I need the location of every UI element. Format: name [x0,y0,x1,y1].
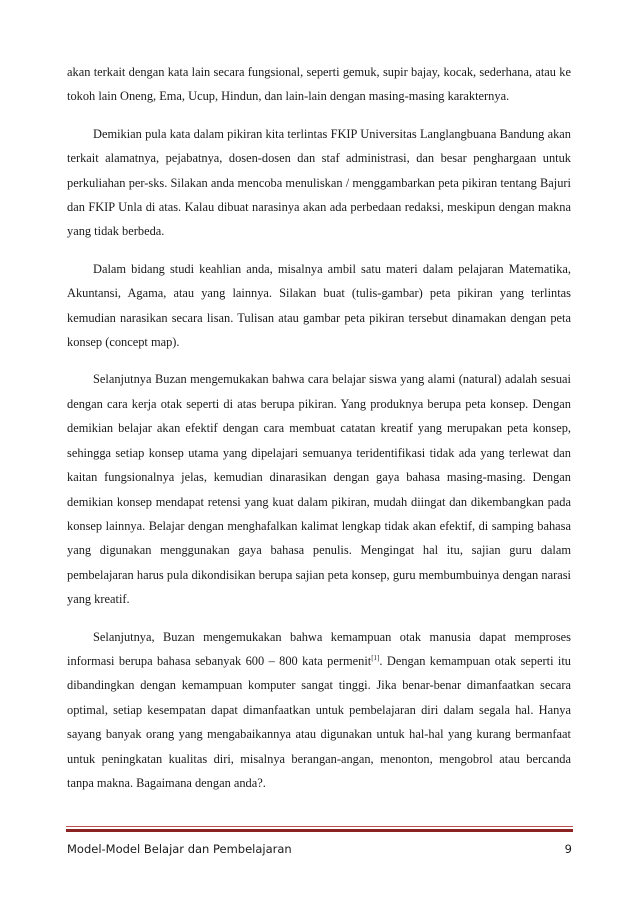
footer-divider-thin [66,826,573,827]
paragraph-buzan-learning: Selanjutnya Buzan mengemukakan bahwa cara belajar siswa yang alami (natural) adalah sesuai dengan cara kerja otak seperti di atas berupa pikiran. Yang produknya berupa peta konsep. Dengan demikian belajar akan efektif dengan cara membuat catatan kreatif yang merupakan peta konsep, sehingga setiap konsep utama yang dipelajari semuanya teridentifikasi tidak ada yang terlewat dan kaitan fungsionalnya jelas, kemudian dinarasikan dengan gaya bahasa masing-masing. Dengan demikian konsep mendapat retensi yang kuat dalam pikiran, mudah diingat dan dikembangkan pada konsep lainnya. Belajar dengan menghafalkan kalimat lengkap tidak akan efektif, di samping bahasa yang digunakan menggunakan gaya bahasa penulis. Mengingat hal itu, sajian guru dalam pembelajaran harus pula dikondisikan berupa sajian peta konsep, guru membumbuinya dengan narasi yang kreatif. [67,372,571,607]
page-footer [67,842,572,856]
paragraph-fkip: Demikian pula kata dalam pikiran kita terlintas FKIP Universitas Langlangbuana Bandung akan terkait alamatnya, pejabatnya, dosen-dosen dan staf administrasi, dan besar penghargaan untuk perkuliahan per-sks. Silakan anda mencoba menuliskan / menggambarkan peta pikiran tentang Bajuri dan FKIP Unla di atas. Kalau dibuat narasinya akan ada perbedaan redaksi, meskipun dengan makna yang tidak berbeda. [67,126,571,239]
paragraph-continuation: akan terkait dengan kata lain secara fungsional, seperti gemuk, supir bajay, kocak, sederhana, atau ke tokoh lain Oneng, Ema, Ucup, Hindun, dan lain-lain dengan masing-masing karakternya. [67,65,571,104]
paragraph-buzan-capacity [67,625,571,796]
paragraph-text-part: Selanjutnya, Buzan mengemukakan bahwa kemampuan otak manusia dapat memproses informasi berupa bahasa sebanyak 600 – 800 kata permenit [67,629,571,668]
paragraph-text-part: . Dengan kemampuan otak seperti itu dibandingkan dengan kemampuan komputer sangat tinggi. Jika benar-benar dimanfaatkan secara optimal, setiap kesempatan dapat dimanfaatkan untuk pembelajaran diri dalam segala hal. Hanya sayang banyak orang yang mengabaikannya atau digunakan untuk hal-hal yang kurang bermanfaat untuk peningkatan kualitas diri, misalnya berangan-angan, menonton, mengobrol atau bercanda tanpa makna. Bagaimana dengan anda?. [67,653,571,790]
footnote-reference[interactable]: [1] [371,653,380,662]
page-number: 9 [564,842,572,856]
footer-title: Model-Model Belajar dan Pembelajaran [67,842,292,856]
paragraph-concept-map: Dalam bidang studi keahlian anda, misalnya ambil satu materi dalam pelajaran Matematika, Akuntansi, Agama, atau yang lainnya. Silakan buat (tulis-gambar) peta pikiran yang terlintas kemudian narasikan secara lisan. Tulisan atau gambar peta pikiran tersebut dinamakan dengan peta konsep (concept map). [67,261,571,350]
body-text [67,60,571,808]
footer-divider-thick [66,829,573,832]
